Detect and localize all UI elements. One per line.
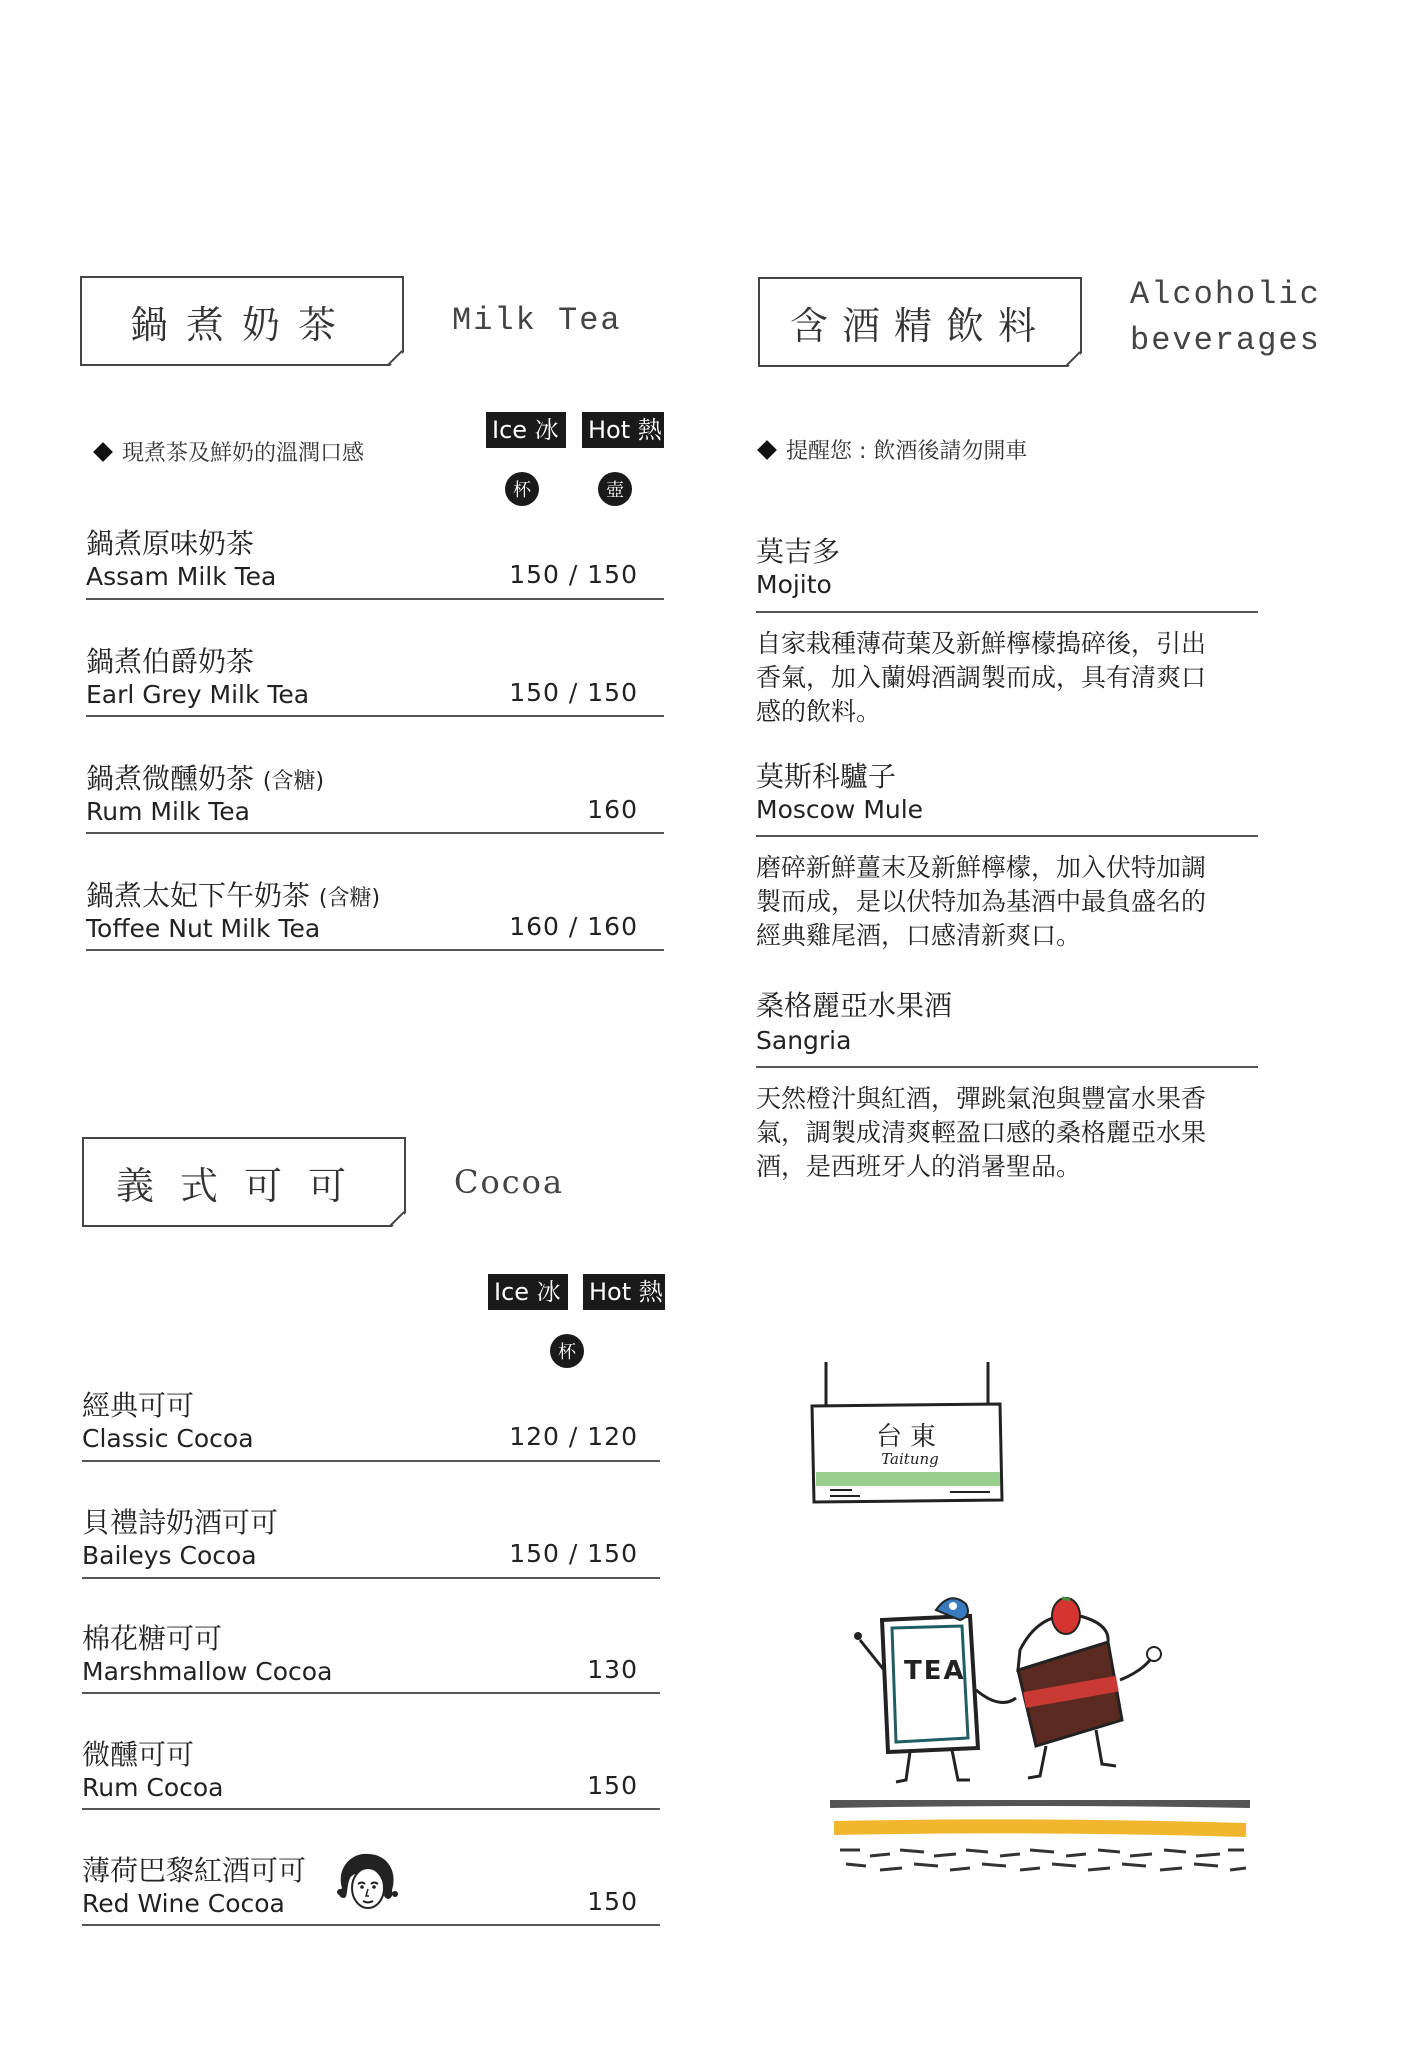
milk-tea-hot-unit: 壺 <box>598 472 632 506</box>
tea-and-cake-characters <box>840 1580 1230 1790</box>
item-name-en: Rum Cocoa <box>82 1773 224 1802</box>
item-name-en: Baileys Cocoa <box>82 1541 257 1570</box>
milk-tea-title-zh: 鍋煮奶茶 <box>129 302 354 347</box>
item-name-en: Moscow Mule <box>756 795 924 824</box>
item-price: 150 / 150 <box>509 678 638 707</box>
item-divider <box>82 1924 660 1926</box>
alcohol-note <box>760 434 1027 465</box>
desc-line: 自家栽種薄荷葉及新鮮檸檬搗碎後，引出 <box>756 629 1207 658</box>
item-divider <box>86 949 664 951</box>
item-name-zh-note: (含糖) <box>318 886 381 911</box>
item-description <box>756 627 1206 729</box>
item-name-zh: 薄荷巴黎紅酒可可 <box>82 1854 307 1887</box>
item-name-zh: 莫吉多 <box>756 535 841 568</box>
item-description <box>756 1082 1206 1184</box>
cocoa-title-zh: 義式可可 <box>115 1163 372 1208</box>
item-name-en: Marshmallow Cocoa <box>82 1657 333 1686</box>
item-price: 150 / 150 <box>509 560 638 589</box>
item-name-zh-main: 鍋煮太妃下午奶茶 <box>86 879 311 912</box>
item-divider <box>86 715 664 717</box>
item-name-en: Assam Milk Tea <box>86 562 277 591</box>
item-name-en: Toffee Nut Milk Tea <box>86 914 321 943</box>
item-description <box>756 851 1206 953</box>
item-price: 120 / 120 <box>509 1422 638 1451</box>
desc-line: 氣，調製成清爽輕盈口感的桑格麗亞水果 <box>756 1118 1207 1147</box>
milk-tea-hot-tag: Hot 熱 <box>582 412 664 448</box>
cocoa-unit: 杯 <box>550 1334 584 1368</box>
item-name-zh: 鍋煮原味奶茶 <box>86 527 255 560</box>
item-name-zh <box>86 874 380 914</box>
milk-tea-title-box <box>80 276 404 366</box>
item-name-en: Sangria <box>756 1026 852 1055</box>
item-name-zh: 棉花糖可可 <box>82 1622 223 1655</box>
item-divider <box>756 1066 1258 1068</box>
item-name-en: Earl Grey Milk Tea <box>86 680 310 709</box>
item-name-zh: 微醺可可 <box>82 1738 195 1771</box>
item-name-zh-main: 鍋煮微醺奶茶 <box>86 762 255 795</box>
cocoa-hot-tag: Hot 熱 <box>583 1274 665 1310</box>
item-name-en: Classic Cocoa <box>82 1424 254 1453</box>
desc-line: 天然橙汁與紅酒，彈跳氣泡與豐富水果香 <box>756 1084 1207 1113</box>
diamond-icon <box>93 442 113 462</box>
milk-tea-title-en: Milk Tea <box>452 302 622 339</box>
diamond-icon <box>757 440 777 460</box>
milk-tea-note <box>96 436 364 467</box>
item-divider <box>82 1460 660 1462</box>
item-divider <box>756 611 1258 613</box>
item-name-zh: 貝禮詩奶酒可可 <box>82 1506 279 1539</box>
alcohol-title-zh: 含酒精飲料 <box>789 303 1050 348</box>
item-name-zh <box>86 757 324 797</box>
station-sign-en: Taitung <box>881 1450 939 1468</box>
item-name-zh-note: (含糖) <box>262 769 325 794</box>
item-price: 130 <box>587 1655 638 1684</box>
desc-line: 經典雞尾酒，口感清新爽口。 <box>756 921 1082 950</box>
item-name-zh: 鍋煮伯爵奶茶 <box>86 645 255 678</box>
tea-box-label: TEA <box>904 1656 966 1686</box>
item-price: 160 / 160 <box>509 912 638 941</box>
alcohol-title-en-line1: Alcoholic <box>1130 276 1321 313</box>
item-divider <box>82 1577 660 1579</box>
item-divider <box>82 1808 660 1810</box>
item-price: 150 <box>587 1771 638 1800</box>
alcohol-note-text: 提醒您 : 飲酒後請勿開車 <box>786 439 1028 464</box>
desc-line: 感的飲料。 <box>756 697 882 726</box>
woman-face-icon <box>332 1848 402 1916</box>
item-price: 160 <box>587 795 638 824</box>
milk-tea-ice-unit: 杯 <box>505 472 539 506</box>
ground-stripes <box>830 1800 1250 1880</box>
cocoa-title-box <box>82 1137 406 1227</box>
alcohol-title-en-line2: beverages <box>1130 322 1321 359</box>
item-name-en: Red Wine Cocoa <box>82 1889 285 1918</box>
milk-tea-ice-tag: Ice 冰 <box>486 412 566 448</box>
item-name-zh: 經典可可 <box>82 1389 195 1422</box>
illustration <box>800 1360 1260 1880</box>
item-price: 150 <box>587 1887 638 1916</box>
item-price: 150 / 150 <box>509 1539 638 1568</box>
cocoa-title-en: Cocoa <box>454 1163 565 1201</box>
item-divider <box>86 832 664 834</box>
item-name-zh: 桑格麗亞水果酒 <box>756 989 953 1022</box>
desc-line: 磨碎新鮮薑末及新鮮檸檬，加入伏特加調 <box>756 853 1207 882</box>
item-name-en: Mojito <box>756 570 832 599</box>
item-divider <box>756 835 1258 837</box>
alcohol-title-box <box>758 277 1082 367</box>
milk-tea-note-text: 現煮茶及鮮奶的溫潤口感 <box>122 441 365 466</box>
cocoa-ice-tag: Ice 冰 <box>488 1274 568 1310</box>
desc-line: 香氣，加入蘭姆酒調製而成，具有清爽口 <box>756 663 1207 692</box>
item-divider <box>82 1692 660 1694</box>
desc-line: 製而成，是以伏特加為基酒中最負盛名的 <box>756 887 1207 916</box>
item-divider <box>86 598 664 600</box>
item-name-zh: 莫斯科驢子 <box>756 760 897 793</box>
station-sign-zh: 台東 <box>875 1422 944 1452</box>
desc-line: 酒，是西班牙人的消暑聖品。 <box>756 1152 1082 1181</box>
item-name-en: Rum Milk Tea <box>86 797 251 826</box>
